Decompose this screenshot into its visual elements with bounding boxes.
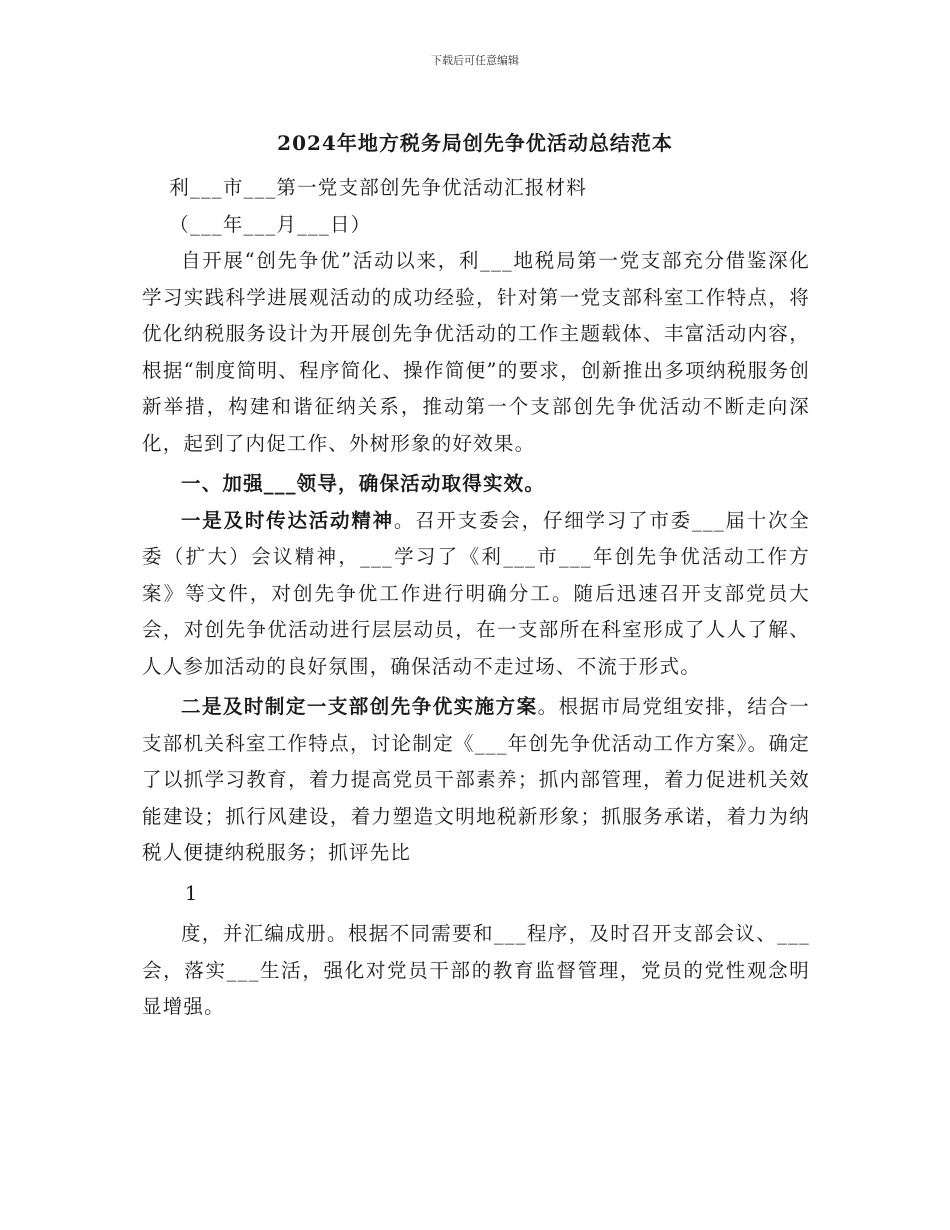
subtitle-line: 利___市___第一党支部创先争优活动汇报材料: [169, 176, 587, 199]
page-header: 下载后可任意编辑: [431, 54, 519, 67]
item-2-lead: 二是及时制定一支部创先争优实施方案: [181, 695, 538, 718]
page-number: 1: [184, 881, 199, 905]
continuation-paragraph: 度，并汇编成册。根据不同需要和___程序，及时召开支部会议、___会，落实___生活，强化对党员干部的教育监督管理，党员的党性观念明显增强。: [142, 922, 810, 1018]
document-title: 2024年地方税务局创先争优活动总结范本: [277, 131, 673, 155]
intro-paragraph: 自开展“创先争优”活动以来，利___地税局第一党支部充分借鉴深化学习实践科学进展观活动的成功经验，针对第一党支部科室工作特点，将优化纳税服务设计为开展创先争优活动的工作主题载体、丰富活动内容，根据“制度简明、程序简化、操作简便”的要求，创新推出多项纳税服务创新举措，构建和谐征纳关系，推动第一个支部创先争优活动不断走向深化，起到了内促工作、外树形象的好效果。: [142, 249, 810, 455]
date-line: （___年___月___日）: [169, 212, 372, 236]
section-heading-1: 一、加强___领导，确保活动取得实效。: [181, 472, 546, 495]
item-2-text: 。根据市局党组安排，结合一支部机关科室工作特点，讨论制定《___年创先争优活动工作方案》。确定了以抓学习教育，着力提高党员干部素养；抓内部管理，着力促进机关效能建设；抓行风建设，着力塑造文明地税新形象；抓服务承诺，着力为纳税人便捷纳税服务；抓评先比: [142, 695, 810, 864]
item-1-text: 。召开支委会，仔细学习了市委___届十次全委（扩大）会议精神，___学习了《利___市___年创先争优活动工作方案》等文件，对创先争优工作进行明确分工。随后迅速召开支部党员大会，对创先争优活动进行层层动员，在一支部所在科室形成了人人了解、人人参加活动的良好氛围，确保活动不走过场、不流于形式。: [142, 508, 810, 678]
item-2-paragraph: [142, 689, 810, 872]
document-body: [142, 170, 810, 1026]
item-1-lead: 一是及时传达活动精神: [181, 508, 394, 532]
item-1-paragraph: [142, 503, 810, 686]
